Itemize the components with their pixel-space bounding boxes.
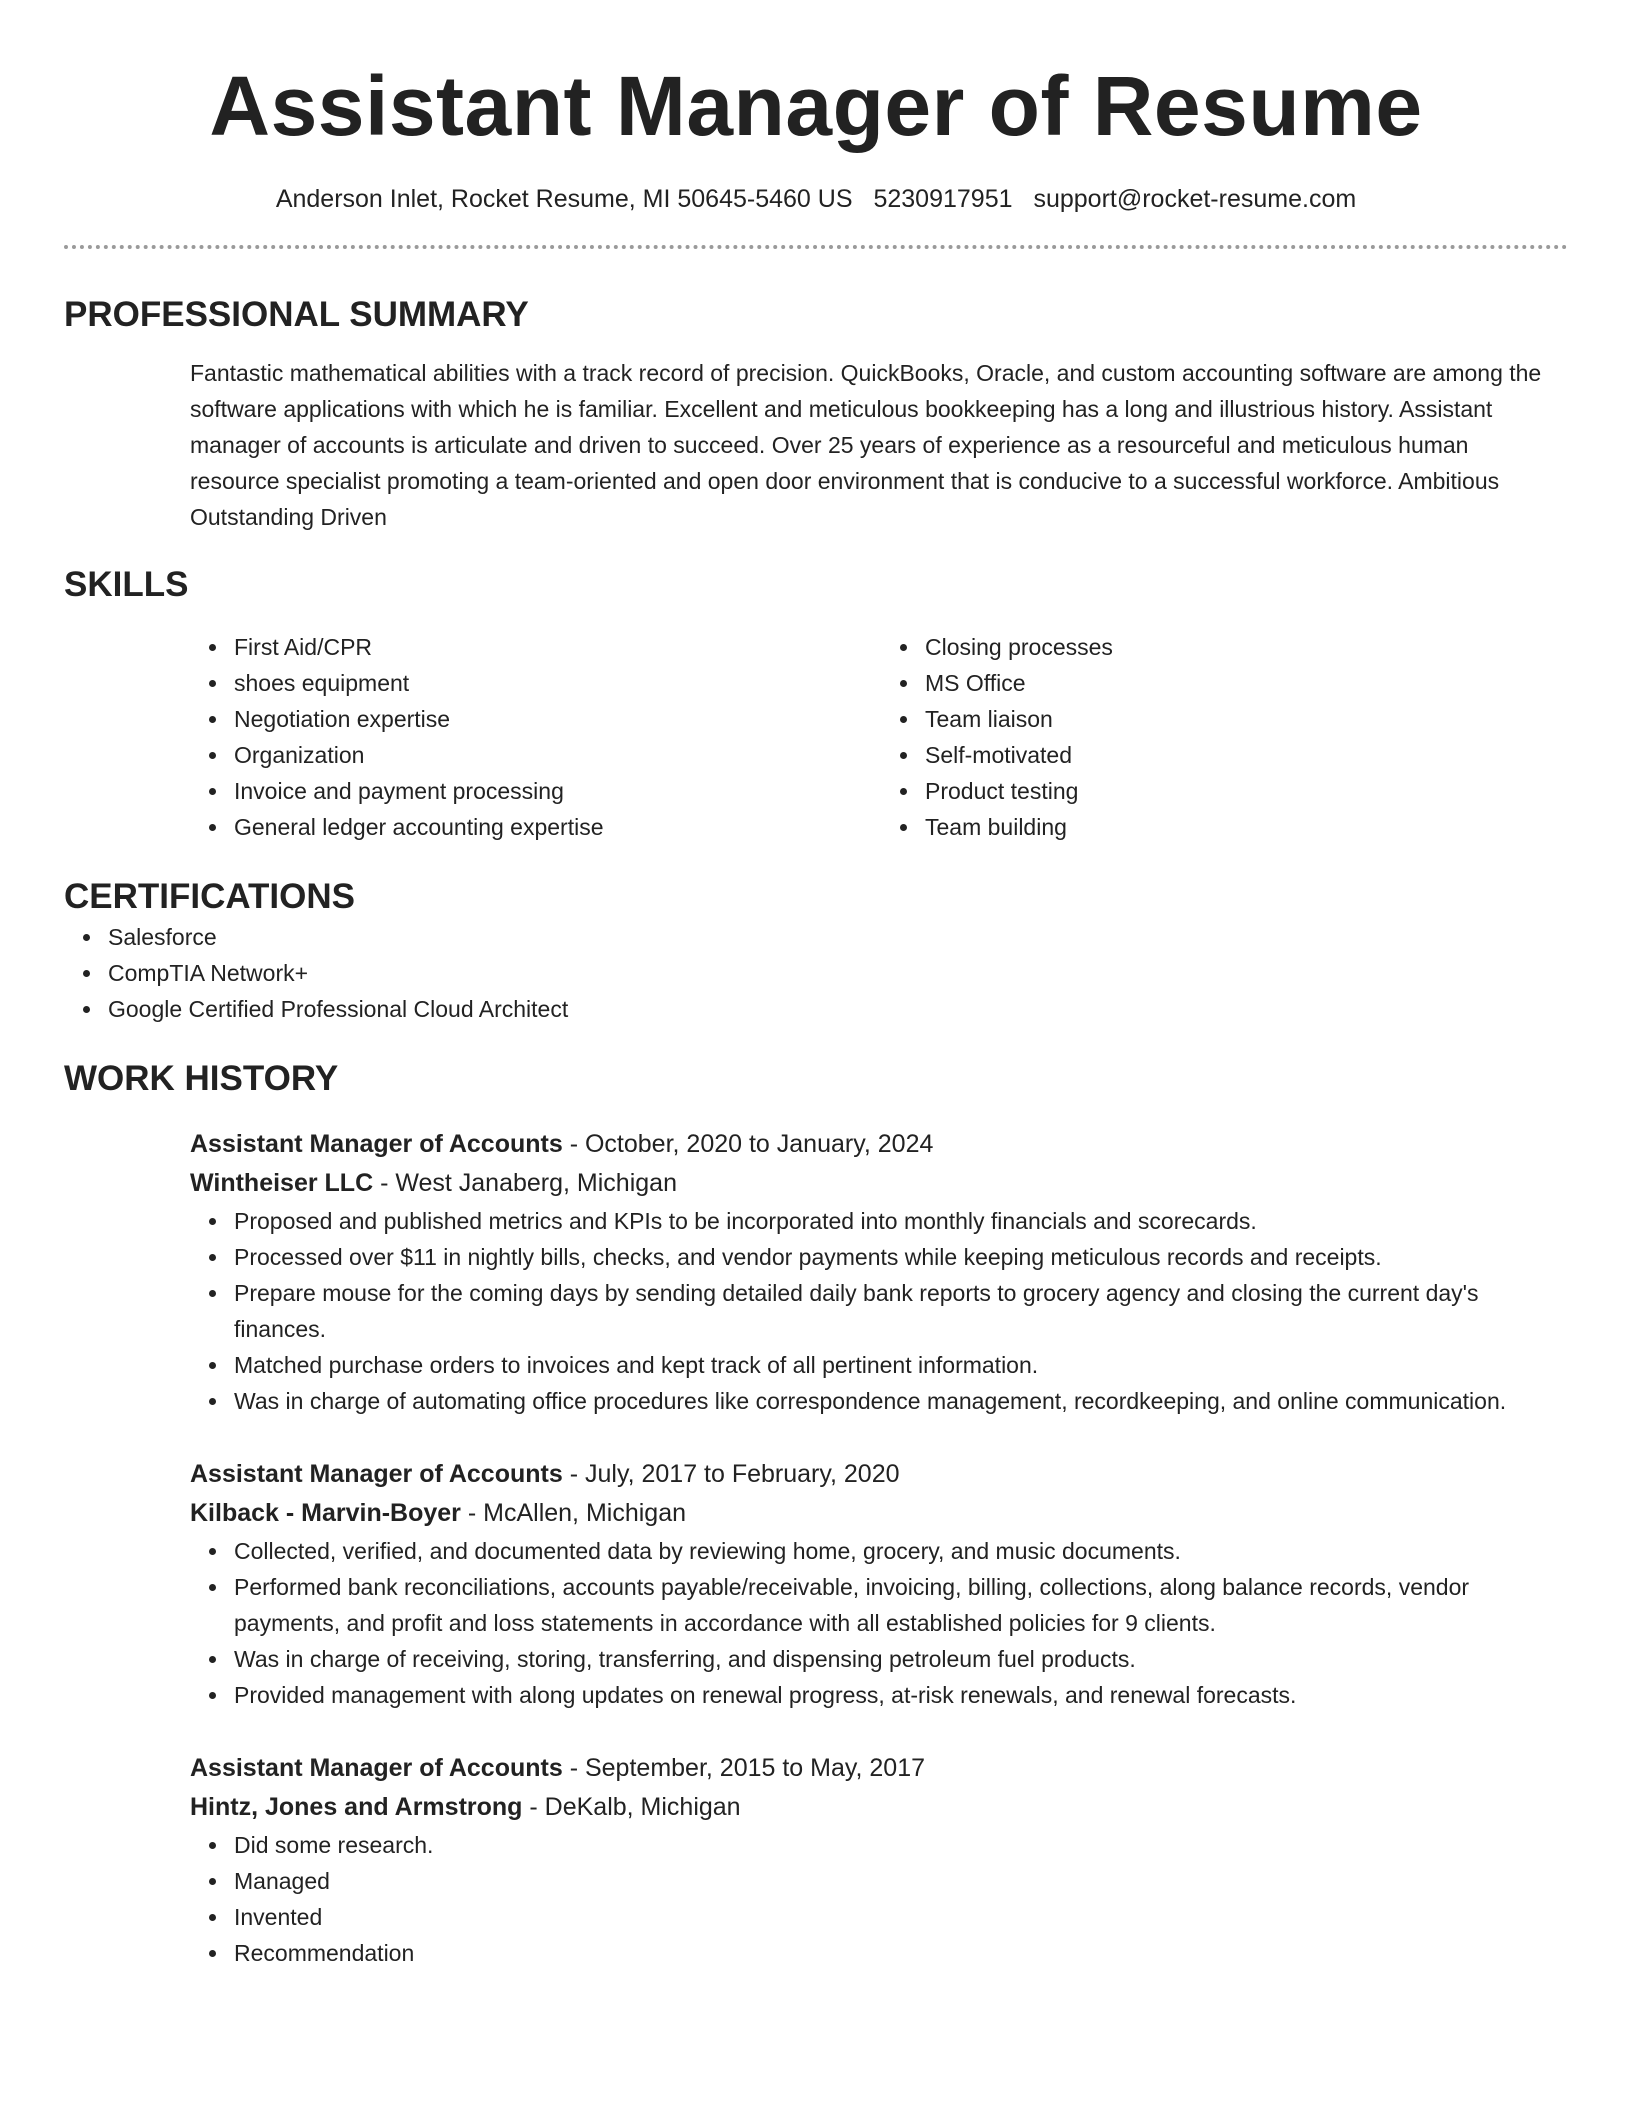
job-location: - McAllen, Michigan	[460, 1499, 686, 1527]
job-company: Hintz, Jones and Armstrong	[190, 1793, 523, 1821]
job-dates: - July, 2017 to February, 2020	[562, 1460, 900, 1488]
skill-item: First Aid/CPR	[234, 629, 879, 665]
job-entry	[190, 1455, 1568, 1713]
contact-line	[64, 182, 1568, 216]
skill-item: Product testing	[925, 773, 1568, 809]
contact-email: support@rocket-resume.com	[1033, 185, 1357, 213]
job-company: Wintheiser LLC	[190, 1169, 374, 1197]
resume-name: Assistant Manager of Resume	[209, 59, 1423, 153]
job-duty: Prepare mouse for the coming days by sending detailed daily bank reports to grocery agency and closing the current day's finances.	[234, 1275, 1568, 1347]
job-company: Kilback - Marvin-Boyer	[190, 1499, 461, 1527]
section-heading-work-history: WORK HISTORY	[64, 1059, 339, 1098]
job-title-line	[190, 1125, 1568, 1164]
skill-item: MS Office	[925, 665, 1568, 701]
summary-section	[64, 293, 1568, 535]
section-heading-skills: SKILLS	[64, 565, 189, 604]
skills-list-left	[190, 629, 879, 845]
job-entry	[190, 1749, 1568, 1971]
job-duty: Proposed and published metrics and KPIs to be incorporated into monthly financials and scorecards.	[234, 1203, 1568, 1239]
skill-item: Team building	[925, 809, 1568, 845]
work-history-section	[64, 1057, 1568, 1971]
job-duty: Processed over $11 in nightly bills, checks, and vendor payments while keeping meticulous records and receipts.	[234, 1239, 1568, 1275]
job-dates: - September, 2015 to May, 2017	[562, 1754, 926, 1782]
section-heading-certifications: CERTIFICATIONS	[64, 877, 356, 916]
job-title: Assistant Manager of Accounts	[190, 1754, 563, 1782]
job-title-line	[190, 1749, 1568, 1788]
job-title-line	[190, 1455, 1568, 1494]
header-divider	[64, 245, 1568, 249]
contact-address: Anderson Inlet, Rocket Resume, MI 50645-5460 US	[275, 185, 853, 213]
skill-item: shoes equipment	[234, 665, 879, 701]
skill-item: Invoice and payment processing	[234, 773, 879, 809]
job-duty: Collected, verified, and documented data by reviewing home, grocery, and music documents.	[234, 1533, 1568, 1569]
certification-item: Google Certified Professional Cloud Architect	[108, 991, 1568, 1027]
skills-section	[64, 563, 1568, 845]
job-duties-list	[190, 1827, 1568, 1971]
contact-phone: 5230917951	[873, 185, 1013, 213]
job-duty: Was in charge of automating office procedures like correspondence management, recordkeeping, and online communication.	[234, 1383, 1568, 1419]
job-entry	[190, 1125, 1568, 1419]
job-duty: Managed	[234, 1863, 1568, 1899]
job-company-line	[190, 1494, 1568, 1533]
section-heading-summary: PROFESSIONAL SUMMARY	[64, 295, 529, 334]
job-duty: Provided management with along updates on renewal progress, at-risk renewals, and renewal forecasts.	[234, 1677, 1568, 1713]
skill-item: Negotiation expertise	[234, 701, 879, 737]
job-duties-list	[190, 1203, 1568, 1419]
certification-item: CompTIA Network+	[108, 955, 1568, 991]
job-title: Assistant Manager of Accounts	[190, 1130, 563, 1158]
job-company-line	[190, 1788, 1568, 1827]
job-location: - DeKalb, Michigan	[522, 1793, 741, 1821]
skill-item: Closing processes	[925, 629, 1568, 665]
job-title: Assistant Manager of Accounts	[190, 1460, 563, 1488]
certifications-list	[64, 919, 1568, 1027]
job-duty: Performed bank reconciliations, accounts payable/receivable, invoicing, billing, collections, along balance records, vendor payments, and profit and loss statements in accordance with all established policies for 9 clients.	[234, 1569, 1568, 1641]
skill-item: Self-motivated	[925, 737, 1568, 773]
job-duties-list	[190, 1533, 1568, 1713]
certifications-section	[64, 875, 1568, 1027]
job-duty: Invented	[234, 1899, 1568, 1935]
job-duty: Recommendation	[234, 1935, 1568, 1971]
skills-list-right	[881, 629, 1568, 845]
job-duty: Was in charge of receiving, storing, transferring, and dispensing petroleum fuel products.	[234, 1641, 1568, 1677]
job-duty: Matched purchase orders to invoices and kept track of all pertinent information.	[234, 1347, 1568, 1383]
skill-item: Organization	[234, 737, 879, 773]
job-location: - West Janaberg, Michigan	[373, 1169, 677, 1197]
certification-item: Salesforce	[108, 919, 1568, 955]
job-company-line	[190, 1164, 1568, 1203]
skills-grid	[190, 629, 1568, 845]
job-duty: Did some research.	[234, 1827, 1568, 1863]
job-dates: - October, 2020 to January, 2024	[562, 1130, 934, 1158]
summary-text: Fantastic mathematical abilities with a track record of precision. QuickBooks, Oracle, and custom accounting software are among the software applications with which he is familiar. Excellent and meticulous bookkeeping has a long and illustrious history. Assistant manager of accounts is articulate and driven to succeed. Over 25 years of experience as a resourceful and meticulous human resource specialist promoting a team-oriented and open door environment that is conducive to a successful workforce. Ambitious Outstanding Driven	[190, 360, 1542, 530]
skill-item: General ledger accounting expertise	[234, 809, 879, 845]
skill-item: Team liaison	[925, 701, 1568, 737]
